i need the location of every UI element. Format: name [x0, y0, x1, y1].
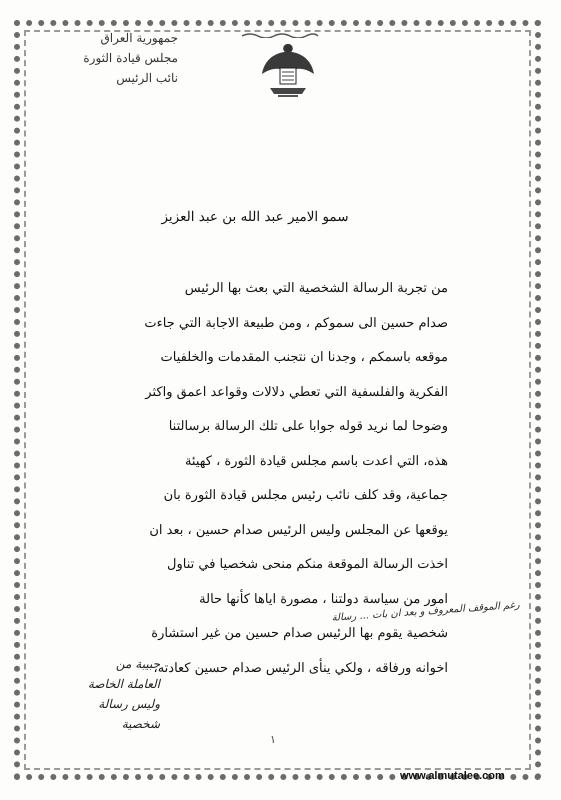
body-line: وضوحا لما نريد قوله جوابا على تلك الرسالة برسالتنا	[168, 419, 448, 434]
watermark-url: www.almutalee.com	[400, 770, 505, 782]
eagle-crest-icon	[258, 40, 318, 102]
body-line: الفكرية والفلسفية التي تعطي دلالات وقواعد اعمق واكثر	[145, 384, 448, 400]
body-line: موقعه باسمكم ، وجدنا ان نتجنب المقدمات والخلفيات	[160, 350, 448, 365]
body-line: جماعية، وقد كلف نائب رئيس مجلس قيادة الثورة بان	[163, 488, 448, 503]
letterhead-council: مجلس قيادة الثورة	[83, 51, 178, 65]
margin-note-line: حبيبة من	[115, 657, 160, 671]
body-line: من تجربة الرسالة الشخصية التي بعث بها الرئيس	[184, 281, 448, 296]
margin-note-line: شخصية	[121, 717, 160, 731]
body-line: شخصية يقوم بها الرئيس صدام حسين من غير استشارة	[151, 626, 448, 641]
body-line: امور من سياسة دولتنا ، مصورة اياها كأنها حالة	[199, 591, 448, 607]
crest-script-icon	[240, 32, 320, 38]
handwritten-insert: رغم الموقف المعروف و بعد ان بات ... رسالة	[331, 599, 521, 624]
recipient-salutation: سمو الامير عبد الله بن عبد العزيز	[161, 209, 349, 225]
body-line: اخذت الرسالة الموقعة منكم منحى شخصيا في تناول	[167, 557, 448, 572]
letterhead-country: جمهورية العراق	[100, 31, 178, 45]
margin-note	[40, 654, 160, 734]
margin-note-line: وليس رسالة	[98, 697, 160, 711]
body-line: يوقعها عن المجلس وليس الرئيس صدام حسين ، بعد ان	[149, 522, 448, 538]
page-number: ١	[270, 733, 276, 746]
body-line: صدام حسين الى سموكم ، ومن طبيعة الاجابة التي جاءت	[144, 315, 448, 331]
body-line: اخوانه ورفاقه ، ولكي ينأى الرئيس صدام حسين كعادته،	[153, 660, 448, 676]
letterhead-title: نائب الرئيس	[116, 71, 178, 85]
letterhead	[38, 28, 178, 88]
body-line: هذه، التي اعدت باسم مجلس قيادة الثورة ، كهيئة	[184, 453, 448, 469]
margin-note-line: العاملة الخاصة	[87, 677, 160, 691]
